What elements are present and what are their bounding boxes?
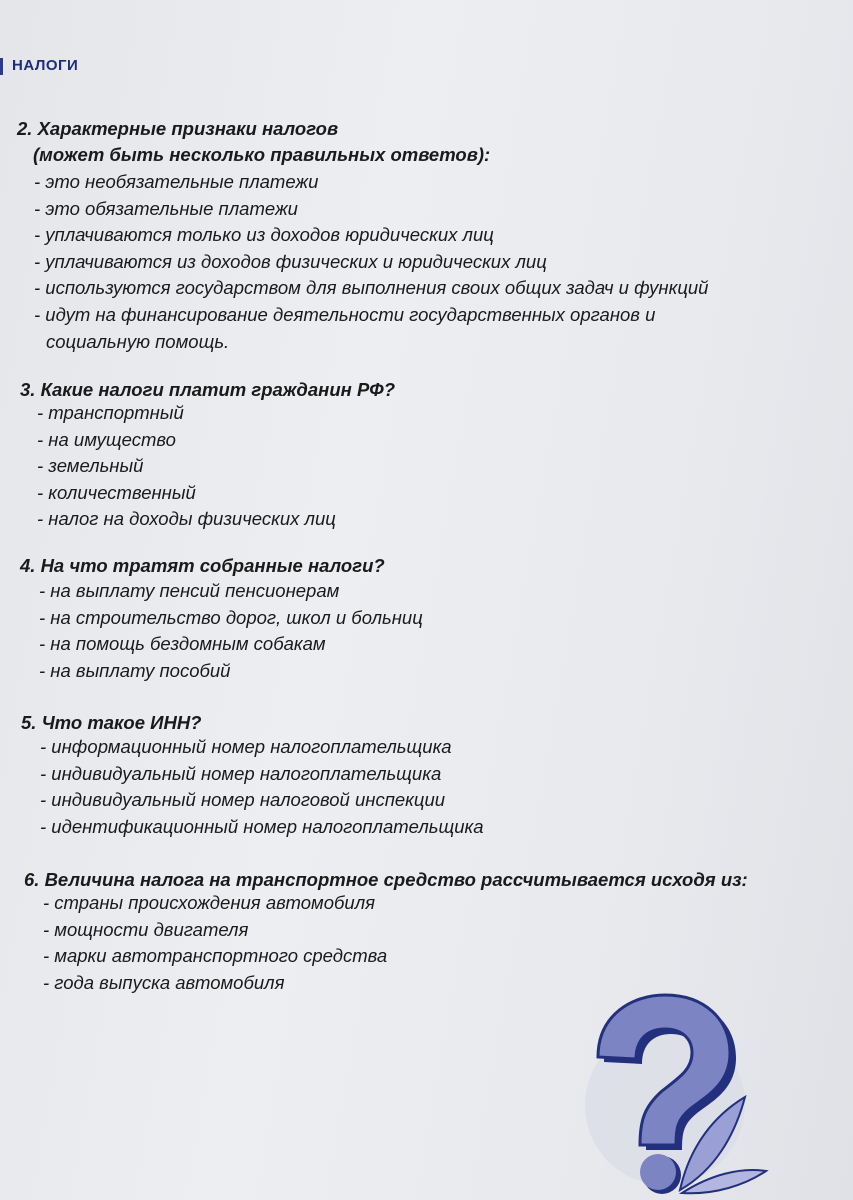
question-title-line: 2. Характерные признаки налогов — [17, 118, 339, 139]
answer-option: - уплачиваются из доходов физических и юридических лиц — [34, 250, 547, 272]
answer-option-line: социальную помощь. — [46, 330, 230, 352]
answer-option: - количественный — [37, 481, 196, 503]
question-2-options — [34, 169, 708, 355]
section-title: НАЛОГИ — [12, 57, 79, 74]
answer-option: - идентификационный номер налогоплательщика — [40, 815, 484, 837]
answer-option: - налог на доходы физических лиц — [37, 508, 336, 530]
answer-option: - используются государством для выполнения своих общих задач и функций — [34, 277, 709, 299]
answer-option: - уплачиваются только из доходов юридических лиц — [34, 224, 494, 246]
question-mark-icon — [540, 985, 770, 1200]
answer-option: - на строительство дорог, школ и больниц — [39, 606, 423, 628]
answer-option: - марки автотранспортного средства — [43, 945, 388, 967]
question-3-options — [37, 400, 336, 533]
question-4-options — [39, 578, 423, 684]
answer-option: - транспортный — [37, 402, 184, 423]
answer-option-line: - идут на финансирование деятельности государственных органов и — [34, 303, 656, 325]
answer-option: - индивидуальный номер налоговой инспекции — [40, 789, 446, 811]
answer-option: - страны происхождения автомобиля — [43, 892, 376, 913]
question-6-options — [43, 890, 387, 996]
question-4-title: 4. На что тратят собранные налоги? — [20, 555, 385, 576]
answer-option: - это необязательные платежи — [34, 171, 319, 192]
question-title-line: (может быть несколько правильных ответов): — [33, 144, 491, 165]
answer-option: - на имущество — [37, 428, 176, 450]
question-5-options — [40, 734, 484, 840]
question-2-title — [17, 116, 490, 168]
question-3-title: 3. Какие налоги платит гражданин РФ? — [20, 379, 396, 400]
question-5-title: 5. Что такое ИНН? — [21, 712, 202, 733]
answer-option: - мощности двигателя — [43, 918, 249, 940]
answer-option: - на выплату пособий — [39, 659, 231, 681]
answer-option: - на выплату пенсий пенсионерам — [39, 580, 340, 601]
answer-option: - года выпуска автомобиля — [43, 971, 285, 993]
answer-option — [34, 302, 708, 355]
answer-option: - информационный номер налогоплательщика — [40, 736, 452, 757]
answer-option: - земельный — [37, 455, 144, 477]
answer-option: - на помощь бездомным собакам — [39, 633, 326, 655]
answer-option: - это обязательные платежи — [34, 197, 298, 219]
question-6-title: 6. Величина налога на транспортное средство рассчитывается исходя из: — [24, 869, 748, 890]
answer-option: - индивидуальный номер налогоплательщика — [40, 762, 442, 784]
